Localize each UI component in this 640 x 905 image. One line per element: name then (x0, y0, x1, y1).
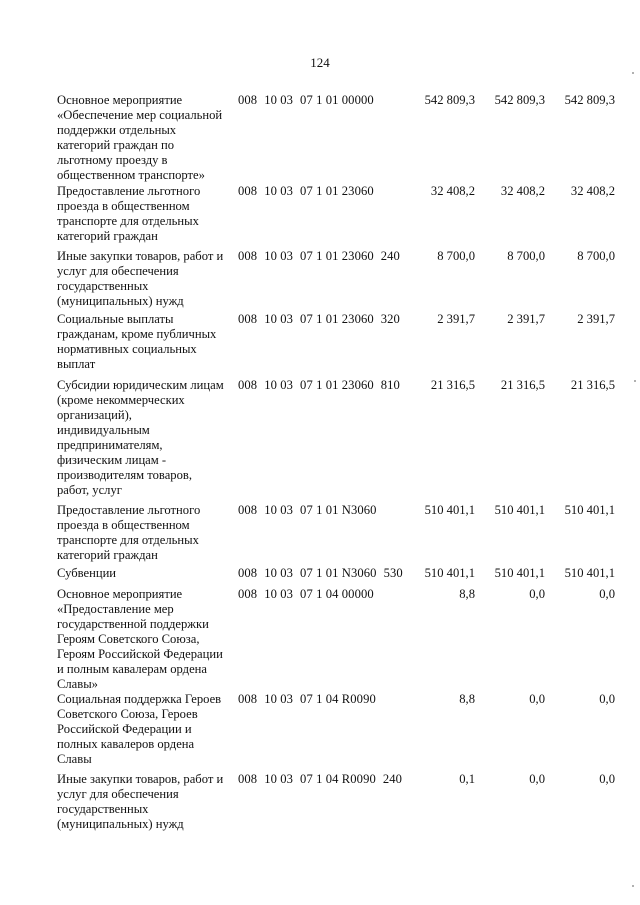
code-target: 07 1 01 00000 (300, 93, 374, 107)
code-ministry: 008 (238, 772, 258, 786)
code-target: 07 1 01 23060 (300, 378, 374, 392)
row-code (238, 772, 402, 787)
amount-v2: 32 408,2 (500, 184, 545, 198)
amount-v3: 0,0 (599, 587, 615, 601)
row-code (238, 503, 384, 518)
row-code (238, 587, 381, 602)
amount-v2: 2 391,7 (507, 312, 545, 326)
amount-v1: 2 391,7 (437, 312, 475, 326)
amount-v3: 0,0 (599, 692, 615, 706)
amount-v3: 2 391,7 (577, 312, 615, 326)
code-type: 810 (380, 378, 400, 392)
row-code (238, 312, 400, 327)
amount-v2: 0,0 (529, 692, 545, 706)
row-name: Предоставление льготного проезда в общественном транспорте для отдельных категорий граждан (57, 184, 201, 243)
amount-v3: 8 700,0 (577, 249, 615, 263)
row-code (238, 249, 400, 264)
amount-v1: 510 401,1 (424, 503, 475, 517)
scan-speck (634, 380, 636, 382)
row-code (238, 566, 403, 581)
row-name: Социальная поддержка Героев Советского Союза, Героев Российской Федерации и полных кавалеров ордена Славы (57, 692, 222, 766)
code-section: 10 03 (264, 692, 294, 706)
amount-v2: 8 700,0 (507, 249, 545, 263)
code-ministry: 008 (238, 184, 258, 198)
code-section: 10 03 (264, 93, 294, 107)
code-target: 07 1 04 R0090 (300, 772, 376, 786)
amount-v3: 510 401,1 (564, 566, 615, 580)
amount-v3: 0,0 (599, 772, 615, 786)
amount-v2: 0,0 (529, 587, 545, 601)
row-code (238, 378, 400, 393)
code-target: 07 1 04 R0090 (300, 692, 376, 706)
code-section: 10 03 (264, 587, 294, 601)
amount-v1: 32 408,2 (430, 184, 475, 198)
amount-v1: 21 316,5 (430, 378, 475, 392)
amount-v3: 32 408,2 (570, 184, 615, 198)
row-name: Субвенции (57, 566, 117, 580)
amount-v2: 542 809,3 (494, 93, 545, 107)
row-code (238, 93, 381, 108)
row-name: Иные закупки товаров, работ и услуг для обеспечения государственных (муниципальных) нужд (57, 772, 224, 831)
code-target: 07 1 01 23060 (300, 249, 374, 263)
code-ministry: 008 (238, 587, 258, 601)
code-ministry: 008 (238, 312, 258, 326)
row-code (238, 692, 383, 707)
code-ministry: 008 (238, 93, 258, 107)
row-name: Основное мероприятие «Предоставление мер государственной поддержки Героям Советского Союза, Героям Российской Федерации и полным кавалерам ордена Славы» (57, 587, 223, 691)
amount-v1: 0,1 (459, 772, 475, 786)
code-ministry: 008 (238, 692, 258, 706)
row-name: Социальные выплаты гражданам, кроме публичных нормативных социальных выплат (57, 312, 217, 371)
row-code (238, 184, 381, 199)
code-target: 07 1 01 N3060 (300, 503, 377, 517)
scan-speck (632, 72, 634, 74)
code-ministry: 008 (238, 566, 258, 580)
page-number: 124 (310, 55, 330, 70)
code-section: 10 03 (264, 378, 294, 392)
code-ministry: 008 (238, 378, 258, 392)
row-name: Иные закупки товаров, работ и услуг для обеспечения государственных (муниципальных) нужд (57, 249, 224, 308)
code-type: 240 (380, 249, 400, 263)
amount-v1: 8 700,0 (437, 249, 475, 263)
code-section: 10 03 (264, 184, 294, 198)
row-name: Субсидии юридическим лицам (кроме некоммерческих организаций), индивидуальным предпринимателям, физическим лицам - производителям товаров, работ, услуг (57, 378, 224, 497)
code-section: 10 03 (264, 249, 294, 263)
scan-speck (632, 885, 634, 887)
code-type: 240 (382, 772, 403, 786)
amount-v2: 0,0 (529, 772, 545, 786)
amount-v2: 510 401,1 (494, 503, 545, 517)
amount-v3: 21 316,5 (570, 378, 615, 392)
amount-v1: 8,8 (459, 692, 475, 706)
amount-v3: 510 401,1 (564, 503, 615, 517)
code-ministry: 008 (238, 249, 258, 263)
code-section: 10 03 (264, 772, 294, 786)
amount-v3: 542 809,3 (564, 93, 615, 107)
code-section: 10 03 (264, 566, 294, 580)
code-ministry: 008 (238, 503, 258, 517)
row-name: Основное мероприятие «Обеспечение мер социальной поддержки отдельных категорий граждан по льготному проезду в общественном транспорте» (57, 93, 223, 182)
code-target: 07 1 01 N3060 (300, 566, 377, 580)
code-section: 10 03 (264, 503, 294, 517)
code-type: 530 (383, 566, 403, 580)
amount-v1: 510 401,1 (424, 566, 475, 580)
code-type: 320 (380, 312, 400, 326)
code-section: 10 03 (264, 312, 294, 326)
amount-v1: 542 809,3 (424, 93, 475, 107)
row-name: Предоставление льготного проезда в общественном транспорте для отдельных категорий граждан (57, 503, 201, 562)
code-target: 07 1 04 00000 (300, 587, 374, 601)
code-target: 07 1 01 23060 (300, 312, 374, 326)
amount-v2: 21 316,5 (500, 378, 545, 392)
code-target: 07 1 01 23060 (300, 184, 374, 198)
amount-v2: 510 401,1 (494, 566, 545, 580)
amount-v1: 8,8 (459, 587, 475, 601)
